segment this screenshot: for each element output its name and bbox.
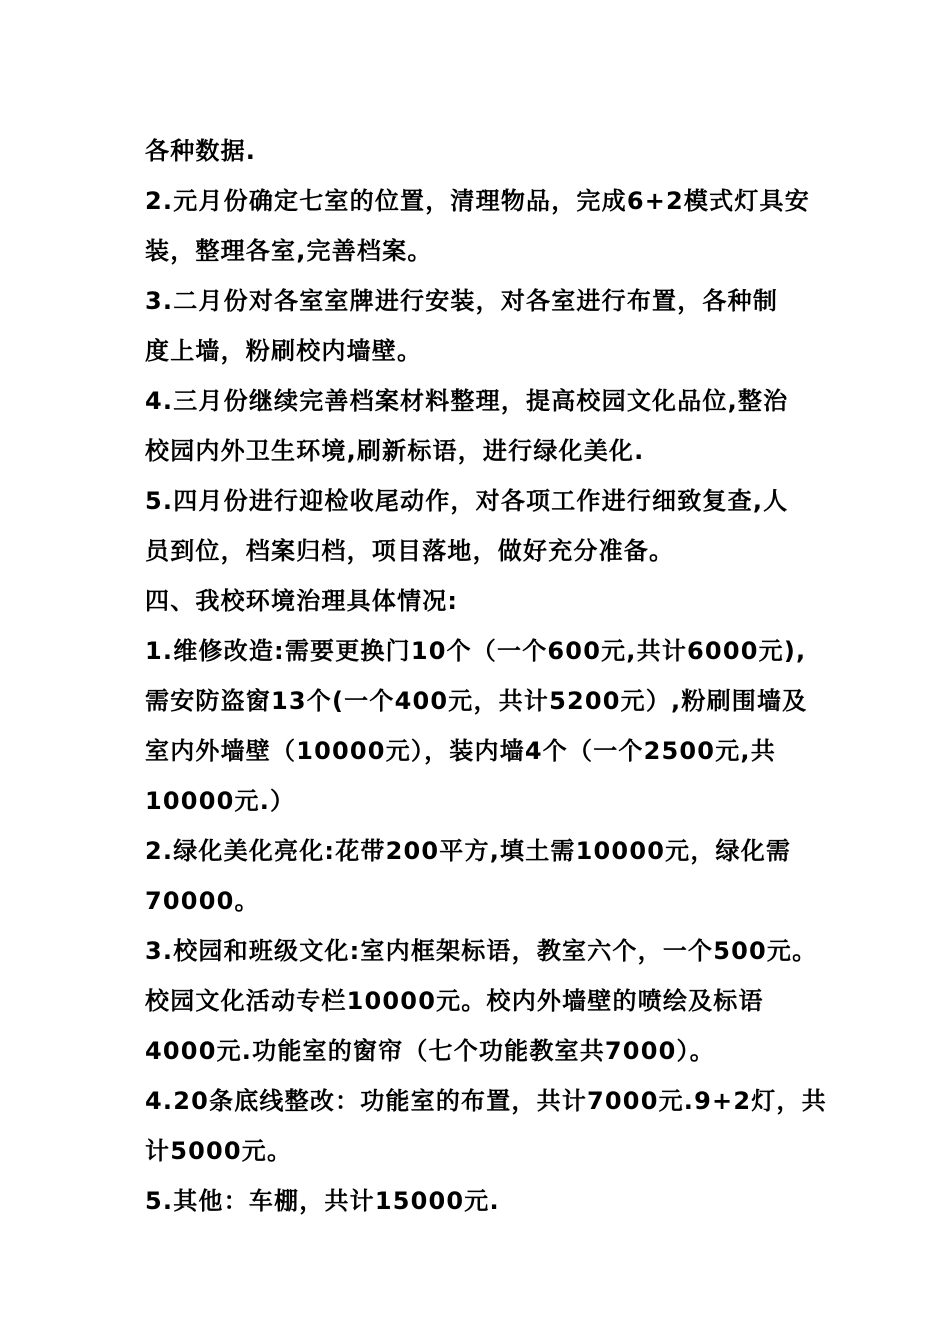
- text-line: 3.二月份对各室室牌进行安装，对各室进行布置，各种制: [145, 287, 779, 315]
- text-line: 2.绿化美化亮化:花带200平方,填土需10000元，绿化需: [145, 837, 792, 865]
- text-line: 5.四月份进行迎检收尾动作，对各项工作进行细致复查,人: [145, 487, 789, 515]
- text-line: 校园内外卫生环境,刷新标语，进行绿化美化.: [145, 437, 645, 465]
- text-line: 4.20条底线整改：功能室的布置，共计7000元.9+2灯，共: [145, 1087, 827, 1115]
- text-line: 5.其他：车棚，共计15000元.: [145, 1187, 500, 1215]
- text-line: 1.维修改造:需要更换门10个（一个600元,共计6000元),: [145, 637, 807, 665]
- section-heading: 四、我校环境治理具体情况:: [145, 587, 459, 615]
- text-line: 3.校园和班级文化:室内框架标语，教室六个，一个500元。: [145, 937, 818, 965]
- text-line: 需安防盗窗13个(一个400元，共计5200元）,粉刷围墙及: [145, 687, 808, 715]
- text-line: 4000元.功能室的窗帘（七个功能教室共7000）。: [145, 1037, 715, 1065]
- text-line: 2.元月份确定七室的位置，清理物品，完成6+2模式灯具安: [145, 187, 810, 215]
- text-line: 员到位，档案归档，项目落地，做好充分准备。: [145, 537, 675, 565]
- text-line: 70000。: [145, 887, 260, 915]
- text-line: 度上墙，粉刷校内墙壁。: [145, 337, 423, 365]
- text-line: 计5000元。: [145, 1137, 293, 1165]
- text-line: 装，整理各室,完善档案。: [145, 237, 433, 265]
- text-line: 4.三月份继续完善档案材料整理，提高校园文化品位,整治: [145, 387, 789, 415]
- document-body: [145, 126, 835, 1226]
- text-line: 10000元.）: [145, 787, 296, 815]
- text-line: 校园文化活动专栏10000元。校内外墙壁的喷绘及标语: [145, 987, 764, 1015]
- text-line: 室内外墙壁（10000元），装内墙4个（一个2500元,共: [145, 737, 776, 765]
- text-line: 各种数据.: [145, 137, 257, 165]
